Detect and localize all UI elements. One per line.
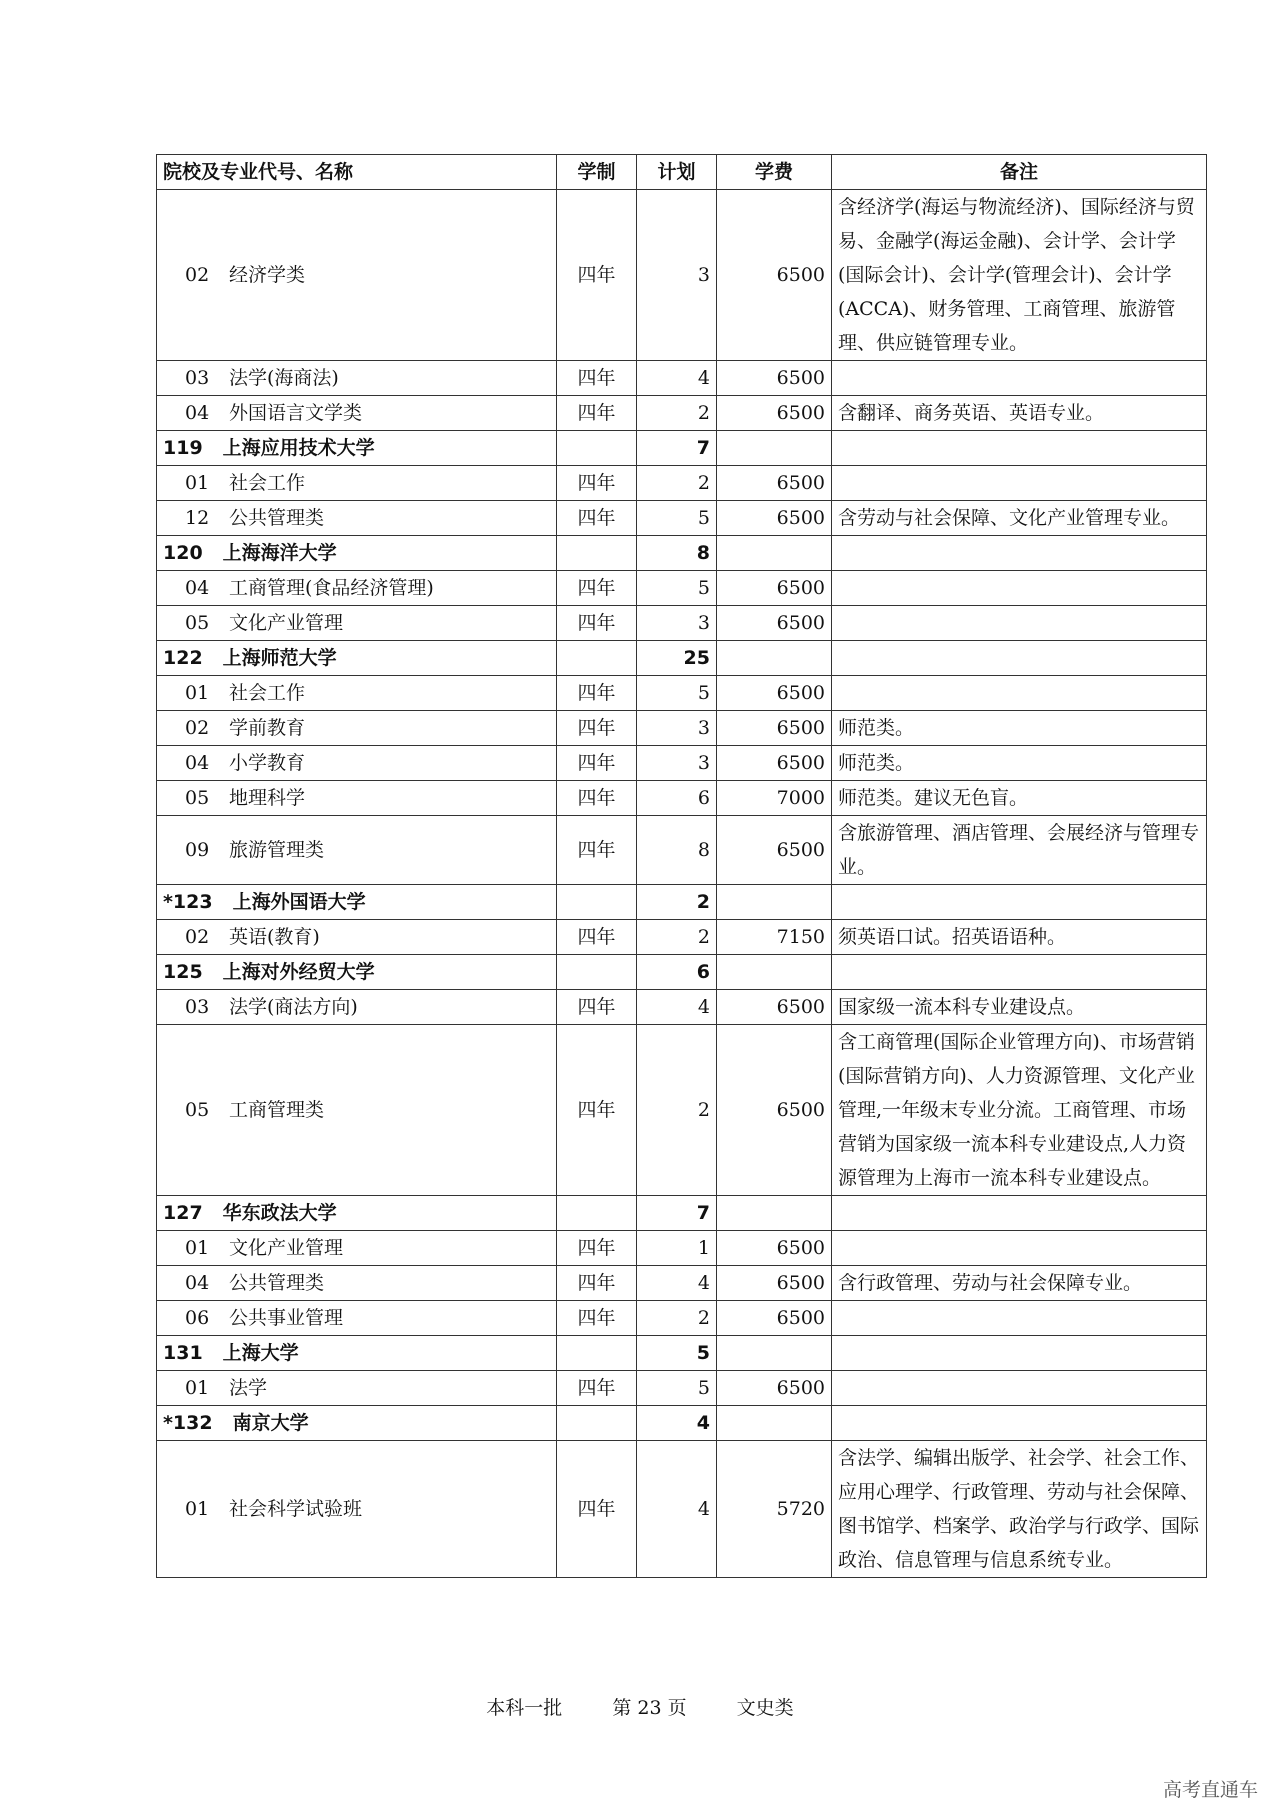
cell-remarks: 含翻译、商务英语、英语专业。 [832,396,1207,431]
cell-name [157,606,557,641]
name-label: 上海应用技术大学 [222,437,375,459]
cell-remarks [832,885,1207,920]
cell-tuition [717,641,832,676]
name-label: 社会工作 [229,472,306,494]
cell-remarks [832,1231,1207,1266]
cell-tuition [717,885,832,920]
major-row [157,466,1207,501]
university-row [157,955,1207,990]
cell-remarks [832,1406,1207,1441]
cell-remarks [832,536,1207,571]
code-label: 02 [185,264,210,286]
major-row [157,1371,1207,1406]
cell-tuition: 6500 [717,746,832,781]
cell-duration: 四年 [557,711,637,746]
code-label: 119 [163,437,203,459]
cell-duration: 四年 [557,1441,637,1578]
cell-tuition: 6500 [717,1266,832,1301]
cell-duration [557,885,637,920]
header-plan: 计划 [637,155,717,190]
cell-plan: 2 [637,1301,717,1336]
cell-tuition: 6500 [717,1231,832,1266]
name-label: 公共管理类 [229,507,325,529]
major-row [157,1231,1207,1266]
name-label: 经济学类 [229,264,306,286]
cell-duration: 四年 [557,920,637,955]
name-label: 英语(教育) [229,926,320,948]
cell-plan: 4 [637,1406,717,1441]
cell-name [157,711,557,746]
code-label: 01 [185,1377,210,1399]
cell-tuition: 6500 [717,816,832,885]
cell-plan: 7 [637,1196,717,1231]
cell-remarks [832,641,1207,676]
code-label: 01 [185,1498,210,1520]
cell-tuition: 6500 [717,1025,832,1196]
cell-remarks [832,676,1207,711]
university-row [157,641,1207,676]
code-label: 03 [185,996,210,1018]
cell-name [157,920,557,955]
code-label: 02 [185,926,210,948]
cell-duration [557,1406,637,1441]
major-row [157,606,1207,641]
code-label: *132 [163,1412,213,1434]
cell-remarks [832,571,1207,606]
code-label: 120 [163,542,203,564]
cell-duration: 四年 [557,396,637,431]
cell-tuition [717,1196,832,1231]
cell-tuition [717,955,832,990]
cell-tuition: 6500 [717,571,832,606]
cell-remarks [832,1371,1207,1406]
name-label: 工商管理类 [229,1099,325,1121]
major-row [157,711,1207,746]
cell-plan: 8 [637,816,717,885]
cell-duration: 四年 [557,781,637,816]
cell-plan: 8 [637,536,717,571]
code-label: 02 [185,717,210,739]
cell-remarks [832,1196,1207,1231]
major-row [157,1266,1207,1301]
cell-name [157,955,557,990]
major-row [157,746,1207,781]
cell-duration: 四年 [557,676,637,711]
cell-name [157,781,557,816]
cell-duration [557,641,637,676]
name-label: 社会工作 [229,682,306,704]
cell-duration: 四年 [557,571,637,606]
cell-duration: 四年 [557,466,637,501]
footer-page-number: 第 23 页 [612,1697,687,1719]
cell-name [157,746,557,781]
name-label: 小学教育 [229,752,306,774]
cell-name [157,990,557,1025]
cell-remarks: 须英语口试。招英语语种。 [832,920,1207,955]
cell-duration: 四年 [557,1371,637,1406]
name-label: 上海外国语大学 [232,891,366,913]
code-label: 122 [163,647,203,669]
name-label: 华东政法大学 [222,1202,337,1224]
code-label: 03 [185,367,210,389]
name-label: 南京大学 [232,1412,309,1434]
cell-tuition [717,1406,832,1441]
university-row [157,1336,1207,1371]
cell-name [157,1371,557,1406]
footer-category: 文史类 [736,1697,794,1719]
cell-remarks: 含旅游管理、酒店管理、会展经济与管理专业。 [832,816,1207,885]
cell-name [157,641,557,676]
cell-plan: 4 [637,1266,717,1301]
cell-plan: 6 [637,955,717,990]
page-footer [0,1693,1280,1720]
code-label: 05 [185,612,210,634]
cell-remarks: 国家级一流本科专业建设点。 [832,990,1207,1025]
cell-plan: 2 [637,920,717,955]
cell-remarks [832,361,1207,396]
cell-duration [557,536,637,571]
code-label: 01 [185,682,210,704]
cell-name [157,431,557,466]
cell-tuition: 6500 [717,1301,832,1336]
table-header-row [157,155,1207,190]
code-label: 05 [185,787,210,809]
cell-duration: 四年 [557,990,637,1025]
major-row [157,396,1207,431]
major-row [157,1025,1207,1196]
major-row [157,990,1207,1025]
code-label: 04 [185,402,210,424]
university-row [157,536,1207,571]
cell-duration: 四年 [557,816,637,885]
cell-name [157,1196,557,1231]
code-label: 12 [185,507,210,529]
watermark-text: 高考直通车 [1162,1779,1258,1801]
cell-tuition: 6500 [717,711,832,746]
cell-remarks [832,955,1207,990]
code-label: 04 [185,752,210,774]
name-label: 文化产业管理 [229,612,344,634]
cell-name [157,885,557,920]
cell-name [157,571,557,606]
cell-name [157,190,557,361]
university-row [157,885,1207,920]
cell-tuition: 6500 [717,606,832,641]
table-body [157,190,1207,1578]
cell-remarks [832,606,1207,641]
cell-duration: 四年 [557,501,637,536]
cell-name [157,1336,557,1371]
code-label: 04 [185,1272,210,1294]
cell-tuition: 6500 [717,676,832,711]
cell-name [157,676,557,711]
university-row [157,1406,1207,1441]
cell-tuition: 6500 [717,190,832,361]
cell-plan: 3 [637,711,717,746]
cell-tuition: 7000 [717,781,832,816]
header-name: 院校及专业代号、名称 [157,155,557,190]
footer-batch: 本科一批 [486,1697,563,1719]
code-label: 125 [163,961,203,983]
cell-plan: 4 [637,990,717,1025]
cell-duration [557,955,637,990]
cell-tuition: 6500 [717,501,832,536]
cell-tuition: 6500 [717,466,832,501]
major-row [157,571,1207,606]
cell-remarks: 含工商管理(国际企业管理方向)、市场营销(国际营销方向)、人力资源管理、文化产业管理,一年级末专业分流。工商管理、市场营销为国家级一流本科专业建设点,人力资源管理为上海市一流本科专业建设点。 [832,1025,1207,1196]
cell-name [157,816,557,885]
code-label: 05 [185,1099,210,1121]
cell-tuition: 6500 [717,361,832,396]
major-row [157,190,1207,361]
cell-duration: 四年 [557,1266,637,1301]
cell-tuition [717,431,832,466]
cell-tuition [717,1336,832,1371]
code-label: 04 [185,577,210,599]
cell-plan: 5 [637,501,717,536]
major-row [157,781,1207,816]
cell-tuition: 5720 [717,1441,832,1578]
cell-duration: 四年 [557,1231,637,1266]
cell-remarks: 师范类。建议无色盲。 [832,781,1207,816]
major-row [157,920,1207,955]
name-label: 外国语言文学类 [229,402,363,424]
cell-tuition: 6500 [717,990,832,1025]
cell-remarks [832,431,1207,466]
cell-plan: 2 [637,1025,717,1196]
name-label: 法学(商法方向) [229,996,358,1018]
cell-duration [557,431,637,466]
name-label: 学前教育 [229,717,306,739]
code-label: 127 [163,1202,203,1224]
cell-remarks [832,1336,1207,1371]
code-label: 01 [185,1237,210,1259]
cell-tuition: 6500 [717,1371,832,1406]
cell-tuition [717,536,832,571]
cell-remarks: 含劳动与社会保障、文化产业管理专业。 [832,501,1207,536]
cell-remarks: 师范类。 [832,746,1207,781]
code-label: 06 [185,1307,210,1329]
name-label: 公共管理类 [229,1272,325,1294]
cell-duration: 四年 [557,361,637,396]
admission-plan-table [156,154,1207,1578]
name-label: 上海大学 [222,1342,299,1364]
cell-remarks: 含行政管理、劳动与社会保障专业。 [832,1266,1207,1301]
cell-name [157,1301,557,1336]
cell-name [157,1406,557,1441]
university-row [157,1196,1207,1231]
name-label: 社会科学试验班 [229,1498,363,1520]
cell-plan: 3 [637,190,717,361]
cell-tuition: 7150 [717,920,832,955]
code-label: *123 [163,891,213,913]
cell-remarks [832,466,1207,501]
university-row [157,431,1207,466]
cell-plan: 3 [637,746,717,781]
major-row [157,361,1207,396]
cell-duration: 四年 [557,190,637,361]
cell-remarks: 含法学、编辑出版学、社会学、社会工作、应用心理学、行政管理、劳动与社会保障、图书馆学、档案学、政治学与行政学、国际政治、信息管理与信息系统专业。 [832,1441,1207,1578]
header-tuition: 学费 [717,155,832,190]
major-row [157,501,1207,536]
cell-name [157,1231,557,1266]
name-label: 法学(海商法) [229,367,339,389]
cell-name [157,396,557,431]
cell-name [157,1025,557,1196]
code-label: 09 [185,839,210,861]
cell-name [157,501,557,536]
header-duration: 学制 [557,155,637,190]
cell-duration [557,1336,637,1371]
cell-name [157,536,557,571]
header-remarks: 备注 [832,155,1207,190]
cell-plan: 4 [637,1441,717,1578]
cell-plan: 1 [637,1231,717,1266]
name-label: 上海海洋大学 [222,542,337,564]
name-label: 地理科学 [229,787,306,809]
major-row [157,1441,1207,1578]
cell-plan: 4 [637,361,717,396]
cell-duration: 四年 [557,1301,637,1336]
name-label: 旅游管理类 [229,839,325,861]
cell-duration: 四年 [557,606,637,641]
cell-remarks [832,1301,1207,1336]
name-label: 上海对外经贸大学 [222,961,375,983]
cell-plan: 2 [637,396,717,431]
cell-plan: 5 [637,676,717,711]
cell-plan: 2 [637,885,717,920]
cell-name [157,361,557,396]
cell-name [157,1441,557,1578]
cell-duration [557,1196,637,1231]
cell-duration: 四年 [557,1025,637,1196]
code-label: 131 [163,1342,203,1364]
name-label: 法学 [229,1377,268,1399]
cell-name [157,466,557,501]
cell-plan: 5 [637,1371,717,1406]
cell-remarks: 师范类。 [832,711,1207,746]
major-row [157,816,1207,885]
cell-plan: 5 [637,571,717,606]
cell-remarks: 含经济学(海运与物流经济)、国际经济与贸易、金融学(海运金融)、会计学、会计学(国际会计)、会计学(管理会计)、会计学(ACCA)、财务管理、工商管理、旅游管理、供应链管理专业。 [832,190,1207,361]
cell-plan: 6 [637,781,717,816]
name-label: 文化产业管理 [229,1237,344,1259]
name-label: 工商管理(食品经济管理) [229,577,434,599]
cell-duration: 四年 [557,746,637,781]
name-label: 公共事业管理 [229,1307,344,1329]
name-label: 上海师范大学 [222,647,337,669]
cell-plan: 7 [637,431,717,466]
cell-plan: 25 [637,641,717,676]
cell-name [157,1266,557,1301]
cell-plan: 3 [637,606,717,641]
cell-tuition: 6500 [717,396,832,431]
major-row [157,1301,1207,1336]
cell-plan: 2 [637,466,717,501]
major-row [157,676,1207,711]
cell-plan: 5 [637,1336,717,1371]
code-label: 01 [185,472,210,494]
